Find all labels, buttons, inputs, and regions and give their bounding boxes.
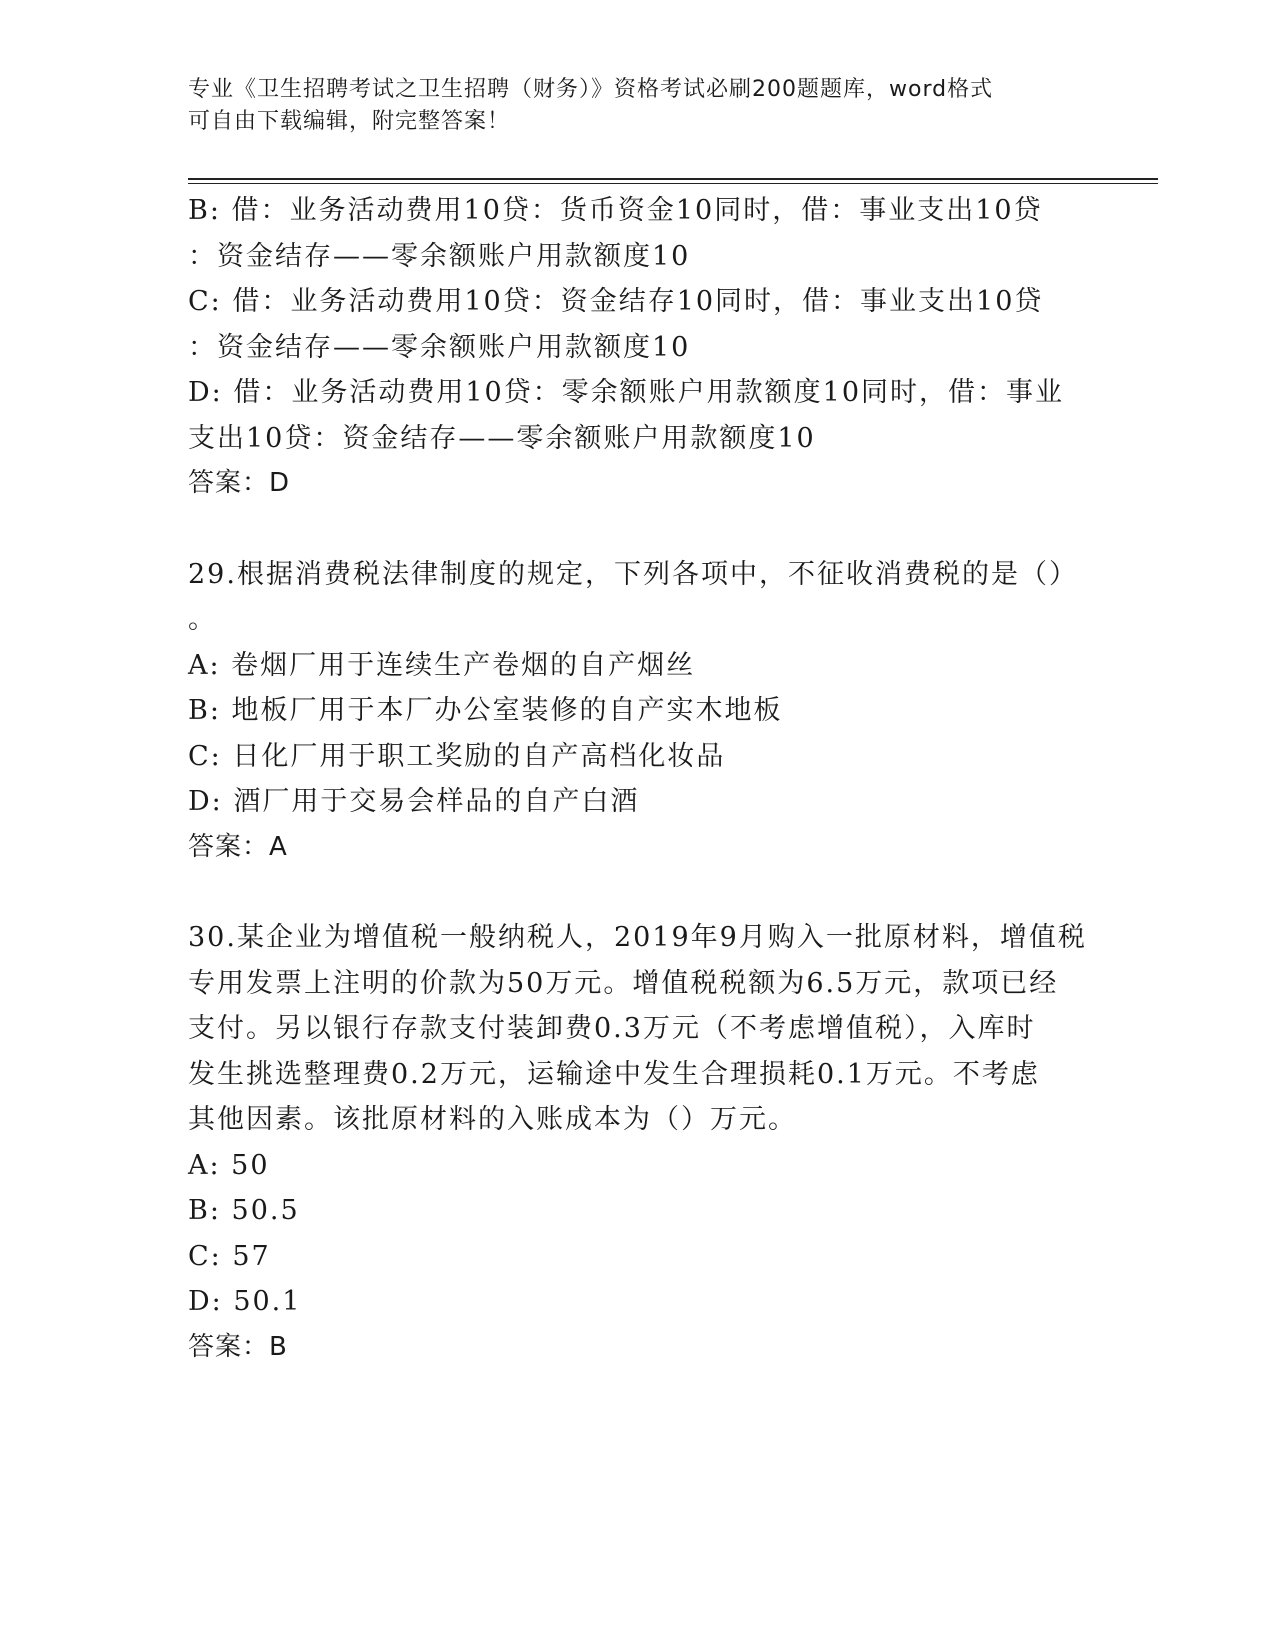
question-28 bbox=[188, 188, 1088, 507]
question-29 bbox=[188, 552, 1088, 871]
q28-option-d-line-1: D: 借：业务活动费用10贷：零余额账户用款额度10同时，借：事业 bbox=[188, 377, 1065, 408]
q30-option-b: B: 50.5 bbox=[188, 1195, 300, 1226]
header-line-1: 专业《卫生招聘考试之卫生招聘（财务）》资格考试必刷200题题库，word格式 bbox=[188, 77, 994, 102]
q30-option-c: C: 57 bbox=[188, 1240, 271, 1272]
q30-answer: 答案：B bbox=[188, 1331, 288, 1362]
q29-option-a: A: 卷烟厂用于连续生产卷烟的自产烟丝 bbox=[188, 649, 696, 681]
q30-stem-line-4: 发生挑选整理费0.2万元，运输途中发生合理损耗0.1万元。不考虑 bbox=[188, 1058, 1040, 1090]
q29-stem-line-2: 。 bbox=[188, 604, 217, 635]
q30-stem-line-2: 专用发票上注明的价款为50万元。增值税税额为6.5万元，款项已经 bbox=[188, 967, 1059, 999]
q28-answer: 答案：D bbox=[188, 468, 291, 498]
q29-option-d: D: 酒厂用于交易会样品的自产白酒 bbox=[188, 786, 640, 817]
header-line-2: 可自由下载编辑，附完整答案！ bbox=[188, 109, 511, 134]
q28-option-d-line-2: 支出10贷：资金结存——零余额账户用款额度10 bbox=[188, 422, 816, 454]
question-30 bbox=[188, 915, 1088, 1370]
q28-option-b-line-1: B: 借：业务活动费用10贷：货币资金10同时，借：事业支出10贷 bbox=[188, 195, 1043, 226]
q28-option-c-line-1: C: 借：业务活动费用10贷：资金结存10同时，借：事业支出10贷 bbox=[188, 286, 1044, 317]
q30-stem-line-5: 其他因素。该批原材料的入账成本为（）万元。 bbox=[188, 1104, 797, 1135]
question-content bbox=[188, 188, 1088, 1370]
q30-stem-line-3: 支付。另以银行存款支付装卸费0.3万元（不考虑增值税），入库时 bbox=[188, 1013, 1036, 1044]
q30-option-d: D: 50.1 bbox=[188, 1286, 302, 1317]
header-divider-thick bbox=[188, 178, 1158, 180]
q29-stem-line-1: 29.根据消费税法律制度的规定，下列各项中，不征收消费税的是（） bbox=[188, 558, 1078, 590]
q30-option-a: A: 50 bbox=[188, 1149, 270, 1181]
page-header bbox=[188, 74, 1088, 138]
header-divider-thin bbox=[188, 183, 1158, 184]
q28-option-c-line-2: ：资金结存——零余额账户用款额度10 bbox=[188, 331, 691, 363]
q28-option-b-line-2: ：资金结存——零余额账户用款额度10 bbox=[188, 240, 691, 272]
q29-option-c: C: 日化厂用于职工奖励的自产高档化妆品 bbox=[188, 740, 726, 772]
q30-stem-line-1: 30.某企业为增值税一般纳税人，2019年9月购入一批原材料，增值税 bbox=[188, 922, 1087, 953]
q29-answer: 答案：A bbox=[188, 831, 288, 862]
q29-option-b: B: 地板厂用于本厂办公室装修的自产实木地板 bbox=[188, 695, 783, 726]
